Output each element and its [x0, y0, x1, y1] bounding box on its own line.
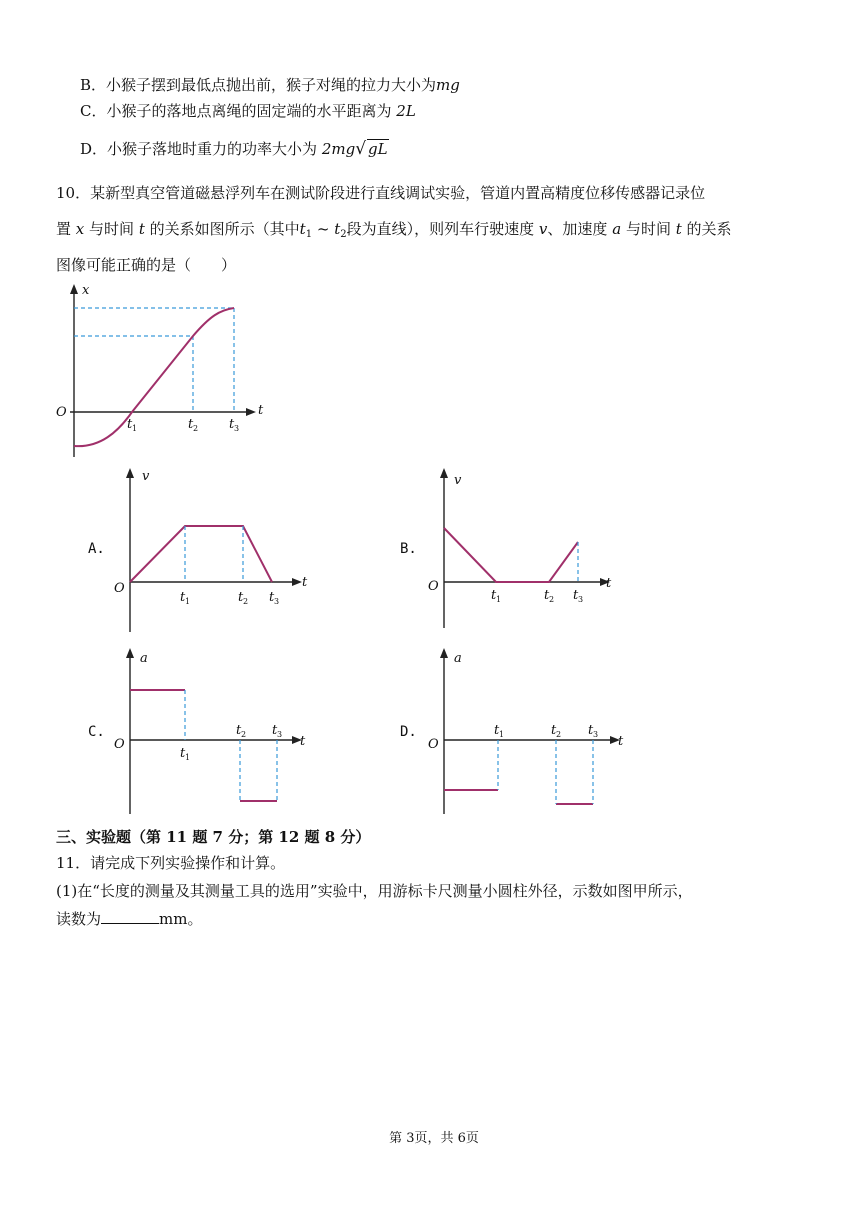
q10-line2 — [56, 218, 732, 240]
q10-x: x — [75, 220, 85, 238]
option-c — [80, 100, 416, 121]
graph-b-t: t — [606, 576, 612, 591]
graph-d-y-arrow — [440, 648, 448, 658]
graph-d-a: a — [454, 651, 462, 666]
graph-d — [424, 646, 634, 818]
graph-c-t3: t — [272, 723, 278, 738]
option-b-text: 小猴子摆到最低点抛出前，猴子对绳的拉力大小为 — [106, 76, 437, 94]
graph-d-t3-sub: 3 — [593, 730, 599, 739]
option-b-graph-label: B. — [400, 541, 417, 557]
graph-d-t2-sub: 2 — [556, 730, 562, 739]
graph-a-y-arrow — [126, 468, 134, 478]
xt-t3: t — [229, 417, 235, 432]
xt-x-label: x — [82, 283, 90, 298]
graph-c-y-arrow — [126, 648, 134, 658]
q10-t2: t — [334, 220, 341, 238]
option-c-text: 小猴子的落地点离绳的固定端的水平距离为 — [106, 102, 392, 120]
graph-c-t2-sub: 2 — [241, 730, 247, 739]
graph-d-t3: t — [588, 723, 594, 738]
q11-line1: 11．请完成下列实验操作和计算。 — [56, 854, 286, 872]
option-b-math: mg — [436, 76, 460, 94]
q10-text-2d: 段为直线），则列车行驶速度 — [346, 220, 535, 238]
graph-c-t: t — [300, 734, 306, 749]
xt-t2: t — [188, 417, 194, 432]
xt-t1: t — [127, 417, 133, 432]
option-d — [80, 138, 389, 159]
graph-a-t2: t — [238, 590, 244, 605]
q10-t2-sub: 2 — [340, 229, 347, 240]
option-b-label: B． — [80, 76, 107, 94]
graph-b-t2: t — [544, 588, 550, 603]
option-d-math-b: gL — [368, 140, 388, 158]
option-d-text: 小猴子落地时重力的功率大小为 — [107, 140, 318, 158]
xt-t3-sub: 3 — [234, 424, 240, 433]
graph-b-t3-sub: 3 — [578, 595, 584, 604]
page-footer: 第 3页，共 6页 — [389, 1131, 479, 1146]
graph-b-t2-sub: 2 — [549, 595, 555, 604]
graph-a-t1-sub: 1 — [185, 597, 191, 606]
xt-x-arrow — [246, 408, 256, 416]
graph-d-t: t — [618, 734, 624, 749]
q10-t-b: t — [675, 220, 682, 238]
xt-graph — [56, 282, 290, 462]
graph-b-v: v — [454, 473, 462, 488]
option-d-label: D． — [80, 140, 108, 158]
graph-b — [424, 466, 624, 636]
q10-t: t — [138, 220, 145, 238]
xt-t2-sub: 2 — [193, 424, 199, 433]
xt-curve — [74, 308, 234, 446]
graph-b-t3: t — [573, 588, 579, 603]
graph-b-t1-sub: 1 — [496, 595, 502, 604]
q10-text-2f: 与时间 — [625, 220, 671, 238]
graph-b-curve — [444, 528, 578, 582]
graph-a-v: v — [142, 469, 150, 484]
graph-a-curve — [130, 526, 272, 582]
graph-a-origin: O — [114, 581, 125, 596]
q10-v: v — [538, 220, 548, 238]
graph-d-t1: t — [494, 723, 500, 738]
graph-a-t3: t — [269, 590, 275, 605]
graph-c-t2: t — [236, 723, 242, 738]
graph-d-t2: t — [551, 723, 557, 738]
option-c-math: 2L — [396, 102, 416, 120]
graph-a-t3-sub: 3 — [274, 597, 280, 606]
option-d-graph-label: D. — [400, 724, 417, 740]
q10-a: a — [612, 220, 622, 238]
xt-y-arrow — [70, 284, 78, 294]
graph-c — [110, 646, 310, 818]
graph-a — [110, 466, 310, 636]
graph-b-t1: t — [491, 588, 497, 603]
graph-d-t1-sub: 1 — [499, 730, 505, 739]
q10-line1 — [56, 182, 705, 203]
option-a-label: A. — [88, 541, 105, 557]
graph-a-t: t — [302, 575, 308, 590]
xt-t1-sub: 1 — [132, 424, 138, 433]
option-c-graph-label: C. — [88, 724, 105, 740]
option-d-math-a: 2mg — [321, 140, 356, 158]
graph-c-t1: t — [180, 746, 186, 761]
q10-tilde: ~ — [316, 220, 330, 238]
q10-text-2a: 置 — [56, 220, 72, 238]
graph-c-t3-sub: 3 — [277, 730, 283, 739]
graph-b-origin: O — [428, 579, 439, 594]
q10-text-2g: 的关系 — [686, 220, 732, 238]
q10-text-2e: 、加速度 — [547, 220, 608, 238]
option-b — [80, 74, 460, 95]
q10-t1-sub: 1 — [305, 229, 313, 240]
q10-number: 10． — [56, 184, 91, 202]
answer-blank[interactable] — [101, 911, 159, 924]
q10-text-1: 某新型真空管道磁悬浮列车在测试阶段进行直线调试实验，管道内置高精度位移传感器记录位 — [90, 184, 706, 202]
q11-line3-a: 读数为 — [56, 910, 102, 928]
graph-a-x-arrow — [292, 578, 302, 586]
graph-a-t1: t — [180, 590, 186, 605]
graph-a-t2-sub: 2 — [243, 597, 249, 606]
q10-text-3: 图像可能正确的是（ ） — [56, 256, 237, 274]
graph-c-t1-sub: 1 — [185, 753, 191, 762]
q11-line3 — [56, 908, 202, 929]
xt-t-label: t — [258, 403, 264, 418]
sqrt-sign: √ — [355, 139, 367, 159]
q11-line3-b: mm。 — [159, 910, 203, 928]
q10-text-2b: 与时间 — [89, 220, 135, 238]
q10-text-2c: 的关系如图所示（其中 — [149, 220, 300, 238]
graph-b-y-arrow — [440, 468, 448, 478]
option-c-label: C． — [80, 102, 107, 120]
graph-c-a: a — [140, 651, 148, 666]
q10-line3 — [56, 254, 236, 275]
q11-line2: (1)在“长度的测量及其测量工具的选用”实验中，用游标卡尺测量小圆柱外径，示数如图甲所示， — [56, 882, 693, 900]
graph-c-origin: O — [114, 737, 125, 752]
graph-d-origin: O — [428, 737, 439, 752]
xt-origin: O — [56, 405, 67, 420]
q10-t1: t — [299, 220, 306, 238]
section3-title: 三、实验题（第 11 题 7 分；第 12 题 8 分） — [56, 828, 371, 846]
